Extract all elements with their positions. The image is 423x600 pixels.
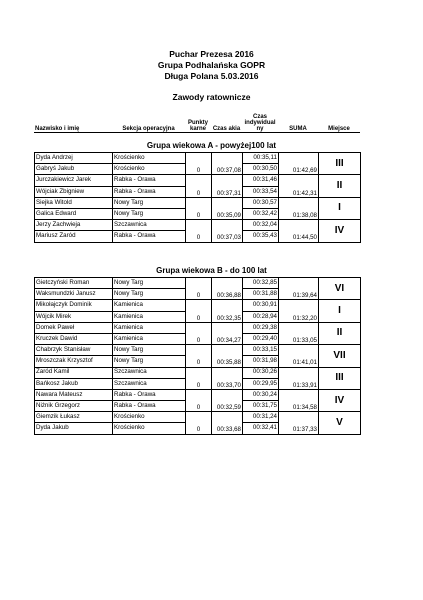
akia-time-cell: 00:37,03 [212,220,243,242]
competitor-name: Giemzik Łukasz [35,412,113,423]
penalty-cell: 0 [186,412,212,434]
competitor-name: Dyda Andrzej [35,153,113,164]
competitor-name: Bańkosz Jakub [35,378,113,389]
akia-time-cell: 00:33,68 [212,412,243,434]
place-cell: III [319,367,361,389]
competitor-name: Mikołajczyk Dominik [35,300,113,311]
table-row [35,153,361,164]
penalty-cell: 0 [186,175,212,197]
individual-time: 00:28,94 [243,311,279,322]
penalty-cell: 0 [186,278,212,300]
table-row [35,412,361,423]
col-name: Nazwisko i imię [34,102,112,132]
competitor-name: Gabryś Jakub [35,164,113,175]
competitor-name: Jurczakiewicz Jarek [35,175,113,186]
sum-cell: 01:41,01 [279,345,319,367]
group-b-table [34,277,361,435]
sum-cell: 01:37,33 [279,412,319,434]
individual-time: 00:35,43 [243,231,279,242]
individual-time: 00:31,24 [243,412,279,423]
section-name: Szczawnica [113,378,186,389]
place-cell: V [319,412,361,434]
section-name: Nowy Targ [113,208,186,219]
penalty-cell: 0 [186,322,212,344]
doc-title: Puchar Prezesa 2016 [169,49,254,59]
individual-time: 00:31,98 [243,356,279,367]
individual-time: 00:30,26 [243,367,279,378]
akia-time-cell: 00:37,31 [212,175,243,197]
individual-time: 00:29,40 [243,333,279,344]
sum-cell: 01:42,31 [279,175,319,197]
akia-time-cell: 00:32,59 [212,389,243,411]
competitor-name: Gietczyński Roman [35,278,113,289]
group-a-table [34,152,361,243]
competitor-name: Dyda Jakub [35,423,113,434]
individual-time: 00:30,57 [243,197,279,208]
penalty-cell: 0 [186,389,212,411]
individual-time: 00:32,85 [243,278,279,289]
competitor-name: Domek Paweł [35,322,113,333]
akia-time-cell: 00:35,88 [212,345,243,367]
competitor-name: Wójciak Zbigniew [35,186,113,197]
section-name: Kamienica [113,300,186,311]
penalty-cell: 0 [186,197,212,219]
table-row [35,367,361,378]
doc-date: Długa Polana 5.03.2016 [164,71,259,81]
akia-time-cell: 00:37,08 [212,153,243,175]
akia-time-cell: 00:32,35 [212,300,243,322]
individual-time: 00:29,38 [243,322,279,333]
table-row [35,389,361,400]
section-name: Kamienica [113,333,186,344]
individual-time: 00:31,46 [243,175,279,186]
section-name: Kamienica [113,311,186,322]
section-name: Rabka - Orawa [113,186,186,197]
results-header [34,102,360,133]
penalty-cell: 0 [186,153,212,175]
competitor-name: Jerzy Zachwieja [35,220,113,231]
sum-cell: 01:32,20 [279,300,319,322]
individual-time: 00:31,88 [243,289,279,300]
competitor-name: Wójcik Mirek [35,311,113,322]
section-name: Nowy Targ [113,197,186,208]
individual-time: 00:29,95 [243,378,279,389]
penalty-cell: 0 [186,220,212,242]
table-row [35,197,361,208]
col-section: Sekcja operacyjna [112,102,185,132]
group-a-title: Grupa wiekowa A - powyżej100 lat [146,141,277,150]
individual-time: 00:33,15 [243,345,279,356]
competitor-name: Siejka Witold [35,197,113,208]
individual-time: 00:31,75 [243,401,279,412]
individual-time: 00:33,54 [243,186,279,197]
table-row [35,345,361,356]
sum-cell: 01:33,91 [279,367,319,389]
individual-time: 00:32,42 [243,208,279,219]
sum-cell: 01:33,05 [279,322,319,344]
col-indiv: Czas indywidual ny [242,102,278,132]
individual-time: 00:30,91 [243,300,279,311]
doc-org: Grupa Podhalańska GOPR [157,60,266,70]
sum-cell: 01:39,64 [279,278,319,300]
place-cell: IV [319,389,361,411]
individual-time: 00:32,41 [243,423,279,434]
section-name: Krościenko [113,423,186,434]
section-name: Krościenko [113,412,186,423]
section-name: Nowy Targ [113,345,186,356]
place-cell: II [319,322,361,344]
akia-time-cell: 00:34,27 [212,322,243,344]
col-sum: SUMA [278,102,318,132]
section-name: Szczawnica [113,220,186,231]
penalty-cell: 0 [186,345,212,367]
place-cell: IV [319,220,361,242]
section-name: Rabka - Orawa [113,231,186,242]
sum-cell: 01:44,50 [279,220,319,242]
place-cell: II [319,175,361,197]
group-b-title: Grupa wiekowa B - do 100 lat [156,266,267,275]
competitor-name: Nawara Mateusz [35,389,113,400]
akia-time-cell: 00:35,09 [212,197,243,219]
place-cell: VI [319,278,361,300]
table-row [35,322,361,333]
col-penalty: Punkty karne [185,102,211,132]
competitor-name: Chabrzyk Stanisław [35,345,113,356]
individual-time: 00:35,11 [243,153,279,164]
competitor-name: Waksmundzki Janusz [35,289,113,300]
section-name: Krościenko [113,153,186,164]
table-row [35,220,361,231]
table-row [35,278,361,289]
competitor-name: Mroszczak Krzysztof [35,356,113,367]
individual-time: 00:30,24 [243,389,279,400]
section-name: Nowy Targ [113,356,186,367]
col-place: Miejsce [318,102,360,132]
sum-cell: 01:38,08 [279,197,319,219]
section-name: Szczawnica [113,367,186,378]
competitor-name: Zaród Kamil [35,367,113,378]
sum-cell: 01:42,69 [279,153,319,175]
penalty-cell: 0 [186,300,212,322]
place-cell: III [319,153,361,175]
section-name: Rabka - Orawa [113,389,186,400]
penalty-cell: 0 [186,367,212,389]
sum-cell: 01:34,58 [279,389,319,411]
section-name: Nowy Targ [113,278,186,289]
section-name: Nowy Targ [113,289,186,300]
akia-time-cell: 00:33,70 [212,367,243,389]
doc-subtitle: Zawody ratownicze [172,92,251,102]
table-row [35,175,361,186]
section-name: Rabka - Orawa [113,401,186,412]
place-cell: VII [319,345,361,367]
competitor-name: Galica Edward [35,208,113,219]
place-cell: I [319,197,361,219]
competitor-name: Niżnik Grzegorz [35,401,113,412]
individual-time: 00:30,50 [243,164,279,175]
section-name: Krościenko [113,164,186,175]
place-cell: I [319,300,361,322]
competitor-name: Mariusz Zaród [35,231,113,242]
competitor-name: Kruczek Dawid [35,333,113,344]
table-row [35,300,361,311]
col-time: Czas akia [211,102,242,132]
individual-time: 00:32,04 [243,220,279,231]
section-name: Kamienica [113,322,186,333]
section-name: Rabka - Orawa [113,175,186,186]
akia-time-cell: 00:36,88 [212,278,243,300]
